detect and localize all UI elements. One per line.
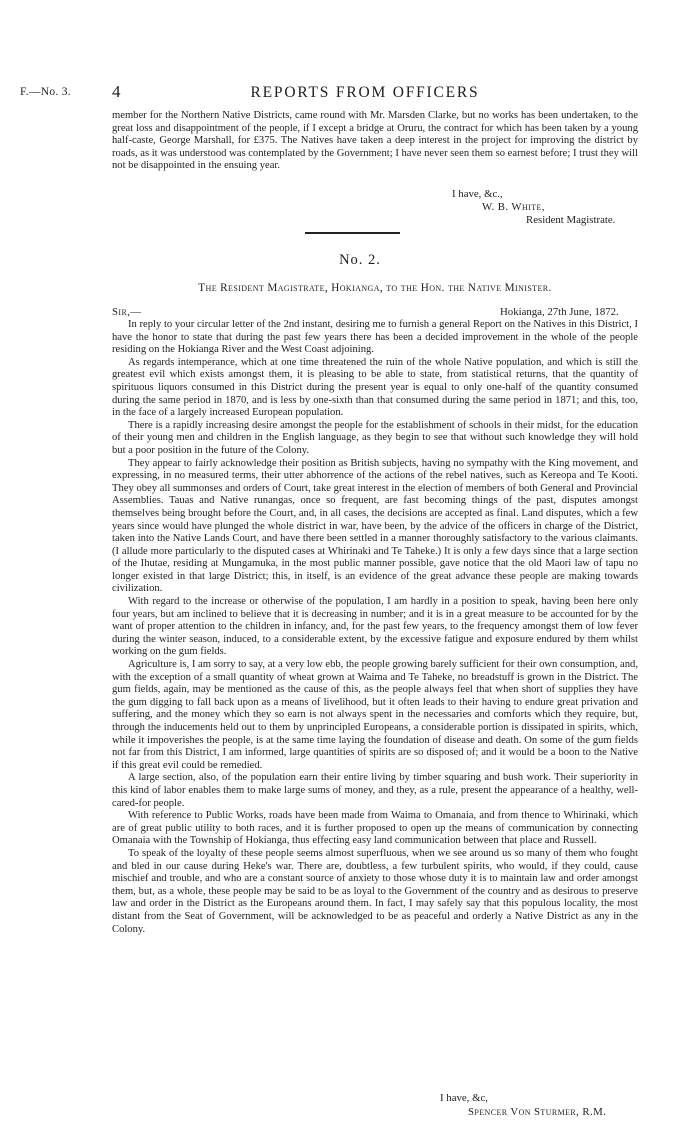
second-letter-body [112, 319, 638, 936]
paragraph-intemperance: As regards intemperance, which at one time threatened the ruin of the whole Native population, and which is still the greatest evil which exists amongst them, it is pleasing to be able to state, from statistical returns, that the quantity of spirituous liquors consumed in this District during the present year is equal to only one-half of the quantity consumed during the same period in 1870, and is less by one-sixth than that consumed during the same period in 1871; and this, too, in the face of a largely increased European population. [112, 356, 638, 419]
second-letter-closing: I have, &c, [440, 1092, 488, 1104]
first-letter-signature: W. B. White, [482, 201, 545, 213]
paragraph-population: With regard to the increase or otherwise of the population, I am hardly in a position to speak, having been here only four years, but am inclined to believe that it is decreasing in number; and it is in a great measure to be accounted for by the want of proper attention to the children in infancy, and, for the past few years, to the frequency amongst them of low fever during the winter season, induced, to a considerable extent, by the excessive fatigue and exposure endured by them whilst working on the gum fields. [112, 596, 638, 658]
report-reference: F.—No. 3. [20, 86, 71, 98]
paragraph-intro: In reply to your circular letter of the 2nd instant, desiring me to furnish a general Report on the Natives in this District, I have the honor to state that during the past few years there has been a decided improvement in the whole of the people residing on the Hokianga River and the West Coast adjoining. [112, 319, 638, 356]
paragraph-agriculture: Agriculture is, I am sorry to say, at a very low ebb, the people growing barely sufficient for their own consumption, and, with the exception of a small quantity of wheat grown at Waima and Te Taheke, no breadstuff is grown in the District. The gum fields, again, may be mentioned as the cause of this, as the people always feel that when short of supplies they have the gum digging to fall back upon as a means of livelihood, but it often leads to their having to endure great privation and suffering, and the money which they so earn is not always spent in the necessaries and comforts which they require, but, through the inducements held out to them by unprincipled Europeans, a considerable portion is dissipated in spirits, which, while it impoverishes the people, is at the same time laying the foundation of disease and death. On some of the gum fields not far from this District, I am informed, large quantities of spirits are so disposed of; and it would be a boon to the Native if this great evil could be remedied. [112, 659, 638, 771]
letter-date: Hokianga, 27th June, 1872. [500, 306, 619, 318]
first-letter-title: Resident Magistrate. [526, 214, 616, 226]
first-letter-body [112, 110, 638, 173]
first-letter-closing: I have, &c., [452, 188, 503, 200]
letter-address: The Resident Magistrate, Hokianga, to the Hon. the Native Minister. [198, 282, 552, 294]
salutation: Sir,— [112, 306, 142, 318]
paragraph-british-subjects: They appear to fairly acknowledge their position as British subjects, having no sympathy with the King movement, and expressing, in no measured terms, their utter abhorrence of the actions of the rebel natives, such as Kereopa and Te Kooti. They obey all summonses and orders of Court, take great interest in the election of members of both General and Provincial Assemblies. Tauas and Native runangas, once so frequent, are fast becoming things of the past, disputes amongst themselves being brought before the Court, and, in all cases, the decisions are accepted as final. Land disputes, which a few years since would have plunged the whole district in war, have been, by the advice of the officers in charge of the District, taken into the Native Lands Court, and have there been settled in a manner thoroughly satisfactory to the various claimants. (I allude more particularly to the disputed cases at Whirinaki and Te Taheke.) It is only a few days since that a large section of the Ihutae, residing at Mungamuka, in the most public manner possible, gave notice that the old Maori law of tapu no longer existed in that large District; this, in itself, is an evidence of the great advance these people are making towards civilization. [112, 457, 638, 595]
paragraph-public-works: With reference to Public Works, roads have been made from Waima to Omanaia, and from thence to Whirinaki, which are of great public utility to both races, and it is further proposed to open up the means of communication by connecting Omanaia with the Township of Hokianga, thus effecting easy land communication between that place and Russell. [112, 810, 638, 847]
paragraph-timber-work: A large section, also, of the population earn their entire living by timber squaring and bush work. Their superiority in this kind of labor enables them to make large sums of money, and they, as a rule, present the appearance of a healthy, well-cared-for people. [112, 772, 638, 809]
first-letter-paragraph: member for the Northern Native Districts, came round with Mr. Marsden Clarke, but no works has been undertaken, to the great loss and disappointment of the people, if I except a bridge at Oruru, the contract for which has been taken by a young half-caste, George Marshall, for £375. The Natives have taken a deep interest in the project for improving the district by roads, as it was understood was contemplated by the Government; I have never seen them so earnest before; I trust they will not be disappointed in the ensuing year. [112, 110, 638, 172]
paragraph-schools: There is a rapidly increasing desire amongst the people for the establishment of schools in their midst, for the education of their young men and children in the English language, as they begin to see that without such knowledge they will hold but a poor position in the future of the Colony. [112, 419, 638, 456]
paragraph-loyalty: To speak of the loyalty of these people seems almost superfluous, when we see around us so many of them who fought and bled in our cause during Heke's war. There are, doubtless, a few turbulent spirits, who would, if they could, cause mischief and trouble, and who are a constant source of anxiety to those whose duty it is to maintain law and order amongst them, but, as a whole, these people may be said to be as loyal to the Government of the country and as desirous to preserve law and order in the District as the Europeans around them. In fact, I may safely say that this populous locality, the most distant from the Seat of Government, will be acknowledged to be as peaceful and orderly a Native District as any in the Colony. [112, 847, 638, 935]
page-title: REPORTS FROM OFFICERS [250, 84, 480, 101]
section-divider [305, 232, 400, 234]
second-letter-signature: Spencer Von Sturmer, R.M. [468, 1106, 607, 1118]
letter-number: No. 2. [339, 252, 381, 268]
page-number: 4 [112, 82, 121, 101]
